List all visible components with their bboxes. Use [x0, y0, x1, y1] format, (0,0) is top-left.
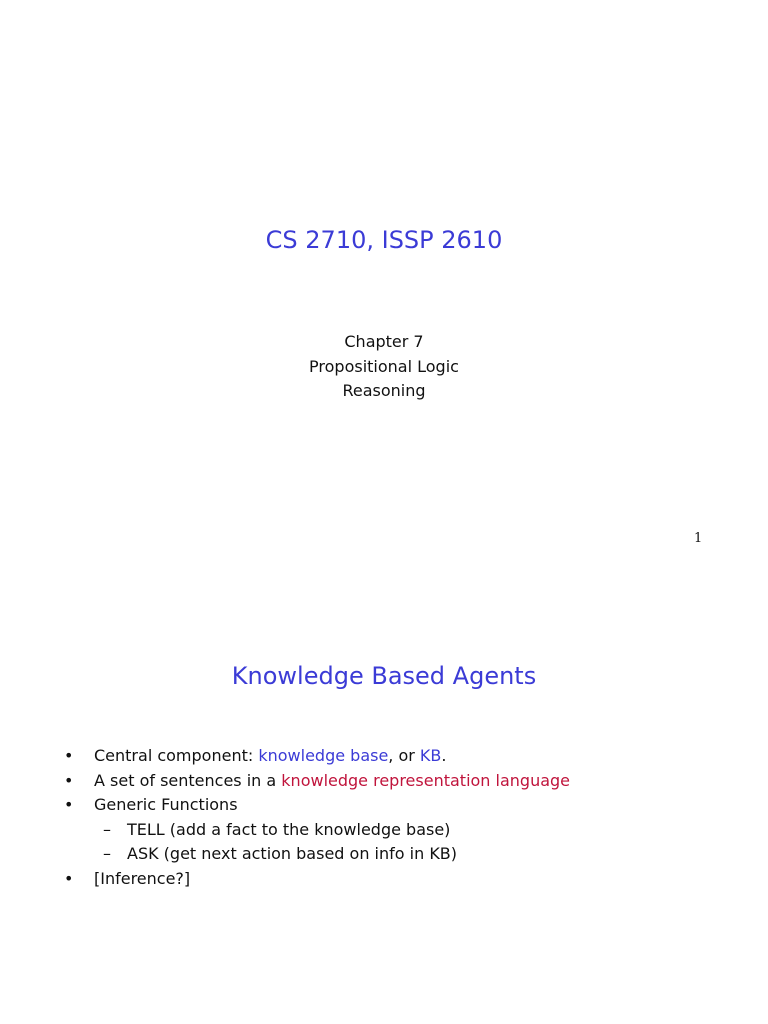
dash-marker: –	[103, 819, 111, 839]
highlight-term-knowledge-base: knowledge base	[258, 746, 389, 765]
course-title: CS 2710, ISSP 2610	[265, 226, 503, 254]
bullet-text: , or	[388, 746, 420, 765]
subtitle-line-chapter: Chapter 7	[344, 332, 424, 351]
dash-marker: –	[103, 844, 111, 863]
bullet-list	[64, 744, 570, 891]
bullet-marker: •	[64, 795, 74, 814]
bullet-text: .	[441, 746, 447, 765]
bullet-text: [Inference?]	[94, 868, 191, 888]
bullet-text: Generic Functions	[94, 795, 238, 814]
sub-bullet-item-ask	[64, 842, 570, 867]
bullet-marker: •	[64, 746, 74, 765]
sub-bullet-text: ASK (get next action based on info in KB)	[127, 844, 458, 863]
bullet-item-inference	[64, 867, 570, 892]
slide-title: Knowledge Based Agents	[231, 662, 537, 690]
sub-bullet-item-tell	[64, 818, 570, 843]
page-number: 1	[694, 531, 703, 546]
bullet-item-sentences	[64, 769, 570, 794]
chapter-subtitle	[0, 330, 768, 404]
bullet-marker: •	[64, 868, 74, 888]
highlight-term-krl: knowledge representation language	[281, 770, 571, 790]
bullet-text: A set of sentences in a	[94, 770, 282, 790]
subtitle-line-topic: Propositional Logic	[309, 356, 459, 376]
highlight-term-kb: KB	[419, 746, 442, 765]
bullet-marker: •	[64, 770, 74, 790]
bullet-item-central-component	[64, 744, 570, 769]
sub-bullet-text: TELL (add a fact to the knowledge base)	[127, 819, 451, 839]
slide-knowledge-agents	[0, 576, 768, 1024]
bullet-text: Central component:	[94, 746, 259, 765]
subtitle-line-reasoning: Reasoning	[342, 381, 426, 400]
bullet-item-generic-functions	[64, 793, 570, 818]
